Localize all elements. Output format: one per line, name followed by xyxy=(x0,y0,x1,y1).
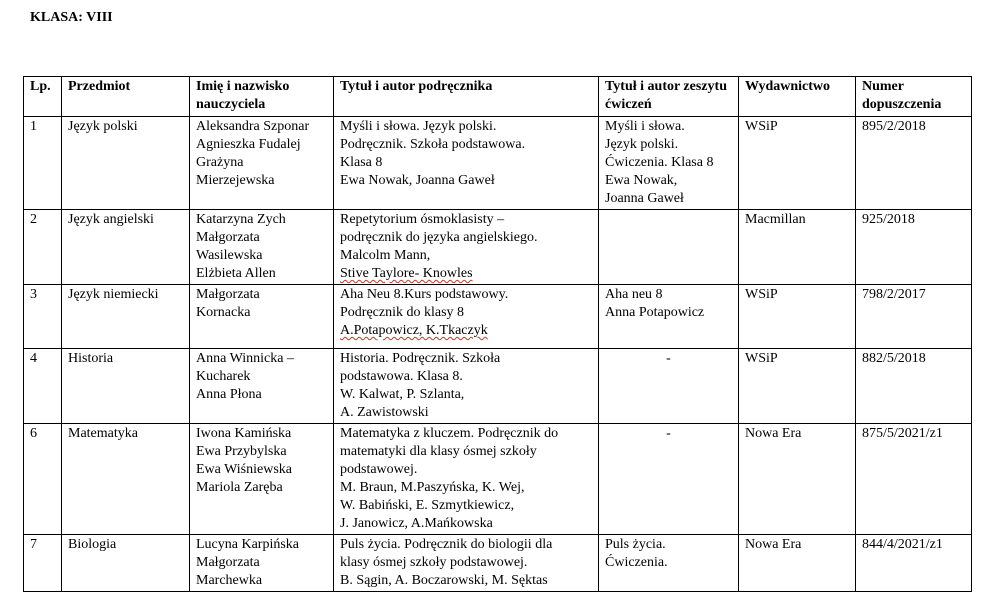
textbook-line: Aha Neu 8.Kurs podstawowy. xyxy=(340,287,509,302)
teacher-line: Wasilewska xyxy=(196,248,263,263)
cell-workbook xyxy=(599,117,739,210)
cell-teacher xyxy=(190,285,334,349)
table-row xyxy=(24,210,972,285)
textbook-line: Repetytorium ósmoklasisty – xyxy=(340,212,505,227)
textbook-line: A. Zawistowski xyxy=(340,405,429,420)
page-title: KLASA: VIII xyxy=(30,10,113,25)
cell-publisher: Macmillan xyxy=(739,210,856,285)
teacher-line: Grażyna xyxy=(196,155,244,170)
teacher-line: Mariola Zaręba xyxy=(196,480,283,495)
teacher-line: Małgorzata xyxy=(196,230,260,245)
header-teacher: Imię i nazwisko nauczyciela xyxy=(190,77,334,117)
textbook-line: podręcznik do języka angielskiego. xyxy=(340,230,538,245)
cell-lp: 2 xyxy=(24,210,62,285)
cell-textbook xyxy=(334,349,599,424)
workbook-line: - xyxy=(666,351,671,366)
cell-subject: Biologia xyxy=(62,535,190,592)
cell-lp: 3 xyxy=(24,285,62,349)
cell-textbook xyxy=(334,210,599,285)
textbook-table xyxy=(23,76,972,592)
header-publisher: Wydawnictwo xyxy=(739,77,856,117)
cell-approval: 925/2018 xyxy=(856,210,972,285)
header-textbook: Tytuł i autor podręcznika xyxy=(334,77,599,117)
cell-publisher: WSiP xyxy=(739,285,856,349)
cell-approval: 882/5/2018 xyxy=(856,349,972,424)
textbook-line: W. Kalwat, P. Szlanta, xyxy=(340,387,465,402)
textbook-line: A.Potapowicz, K.Tkaczyk xyxy=(340,323,488,338)
textbook-line: Historia. Podręcznik. Szkoła xyxy=(340,351,501,366)
cell-lp: 1 xyxy=(24,117,62,210)
cell-teacher xyxy=(190,424,334,535)
table-row xyxy=(24,117,972,210)
workbook-line: - xyxy=(666,426,671,441)
workbook-line: Aha neu 8 xyxy=(605,287,663,302)
workbook-line: Joanna Gaweł xyxy=(605,191,684,206)
cell-approval: 798/2/2017 xyxy=(856,285,972,349)
textbook-line: Matematyka z kluczem. Podręcznik do xyxy=(340,426,559,441)
teacher-line: Agnieszka Fudalej xyxy=(196,137,301,152)
teacher-line: Ewa Wiśniewska xyxy=(196,462,292,477)
cell-workbook xyxy=(599,349,739,424)
cell-workbook xyxy=(599,424,739,535)
teacher-line: Małgorzata xyxy=(196,555,260,570)
table-row xyxy=(24,424,972,535)
textbook-line: Podręcznik do klasy 8 xyxy=(340,305,465,320)
cell-approval: 875/5/2021/z1 xyxy=(856,424,972,535)
textbook-line: podstawowa. Klasa 8. xyxy=(340,369,463,384)
header-workbook: Tytuł i autor zeszytu ćwiczeń xyxy=(599,77,739,117)
textbook-line: Podręcznik. Szkoła podstawowa. xyxy=(340,137,526,152)
cell-textbook xyxy=(334,117,599,210)
header-lp: Lp. xyxy=(24,77,62,117)
teacher-line: Mierzejewska xyxy=(196,173,275,188)
workbook-line: Ćwiczenia. Klasa 8 xyxy=(605,155,714,170)
cell-teacher xyxy=(190,210,334,285)
cell-teacher xyxy=(190,117,334,210)
teacher-line: Aleksandra Szponar xyxy=(196,119,310,134)
cell-workbook xyxy=(599,535,739,592)
workbook-line: Anna Potapowicz xyxy=(605,305,705,320)
header-subject: Przedmiot xyxy=(62,77,190,117)
cell-approval: 844/4/2021/z1 xyxy=(856,535,972,592)
teacher-line: Lucyna Karpińska xyxy=(196,537,300,552)
cell-subject: Język polski xyxy=(62,117,190,210)
header-approval: Numer dopuszczenia xyxy=(856,77,972,117)
textbook-line: Myśli i słowa. Język polski. xyxy=(340,119,497,134)
teacher-line: Marchewka xyxy=(196,573,263,588)
textbook-line: Klasa 8 xyxy=(340,155,383,170)
cell-publisher: Nowa Era xyxy=(739,535,856,592)
cell-subject: Język niemiecki xyxy=(62,285,190,349)
teacher-line: Kornacka xyxy=(196,305,251,320)
cell-publisher: Nowa Era xyxy=(739,424,856,535)
textbook-line: M. Braun, M.Paszyńska, K. Wej, xyxy=(340,480,525,495)
cell-lp: 6 xyxy=(24,424,62,535)
textbook-line: matematyki dla klasy ósmej szkoły xyxy=(340,444,537,459)
cell-subject: Historia xyxy=(62,349,190,424)
teacher-line: Małgorzata xyxy=(196,287,260,302)
table-row xyxy=(24,349,972,424)
textbook-line: Ewa Nowak, Joanna Gaweł xyxy=(340,173,495,188)
workbook-line: Ewa Nowak, xyxy=(605,173,678,188)
cell-subject: Matematyka xyxy=(62,424,190,535)
cell-lp: 7 xyxy=(24,535,62,592)
cell-publisher: WSiP xyxy=(739,117,856,210)
textbook-line: podstawowej. xyxy=(340,462,418,477)
cell-workbook xyxy=(599,210,739,285)
teacher-line: Kucharek xyxy=(196,369,251,384)
workbook-line: Puls życia. xyxy=(605,537,666,552)
table-row xyxy=(24,285,972,349)
textbook-line: B. Sągin, A. Boczarowski, M. Sęktas xyxy=(340,573,548,588)
cell-teacher xyxy=(190,349,334,424)
textbook-line: W. Babiński, E. Szmytkiewicz, xyxy=(340,498,515,513)
header-row xyxy=(24,77,972,117)
cell-teacher xyxy=(190,535,334,592)
workbook-line: Ćwiczenia. xyxy=(605,555,668,570)
cell-workbook xyxy=(599,285,739,349)
workbook-line: Język polski. xyxy=(605,137,679,152)
workbook-line: Myśli i słowa. xyxy=(605,119,685,134)
teacher-line: Ewa Przybylska xyxy=(196,444,287,459)
cell-lp: 4 xyxy=(24,349,62,424)
teacher-line: Iwona Kamińska xyxy=(196,426,292,441)
teacher-line: Anna Winnicka – xyxy=(196,351,294,366)
textbook-line: J. Janowicz, A.Mańkowska xyxy=(340,516,493,531)
cell-textbook xyxy=(334,424,599,535)
teacher-line: Anna Płona xyxy=(196,387,262,402)
cell-textbook xyxy=(334,535,599,592)
table-row xyxy=(24,535,972,592)
textbook-line: Malcolm Mann, xyxy=(340,248,431,263)
cell-textbook xyxy=(334,285,599,349)
textbook-line: klasy ósmej szkoły podstawowej. xyxy=(340,555,528,570)
cell-subject: Język angielski xyxy=(62,210,190,285)
teacher-line: Katarzyna Zych xyxy=(196,212,286,227)
textbook-line: Stive Taylore- Knowles xyxy=(340,266,473,281)
teacher-line: Elżbieta Allen xyxy=(196,266,276,281)
cell-publisher: WSiP xyxy=(739,349,856,424)
textbook-line: Puls życia. Podręcznik do biologii dla xyxy=(340,537,553,552)
cell-approval: 895/2/2018 xyxy=(856,117,972,210)
